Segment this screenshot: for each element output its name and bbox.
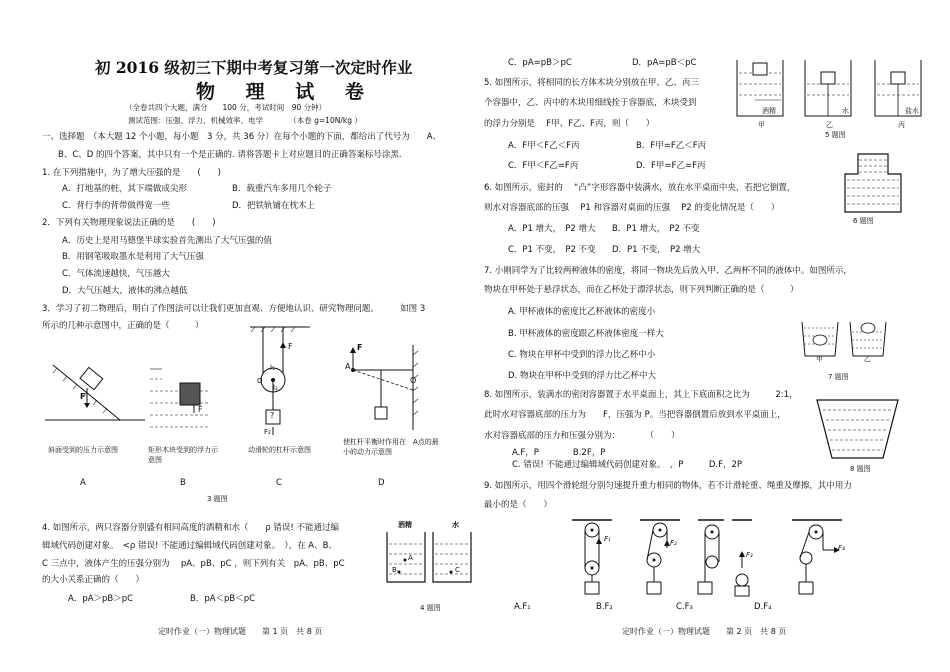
q3-b-force-label: F bbox=[198, 405, 203, 414]
q3-figure-label: 3 题图 bbox=[207, 495, 228, 503]
q4-label-c: C bbox=[455, 566, 460, 574]
q4-option-b: B．pA＜pB＜pC bbox=[190, 594, 256, 604]
q6-line2: 则水对容器底部的压强 P1 和容器对桌面的压强 P2 的变化情况是（ ） bbox=[484, 203, 780, 213]
q1-option-d: D．把铁轨铺在枕木上 bbox=[232, 201, 316, 211]
q3-figure-a-incline bbox=[45, 360, 145, 440]
q5-option-a: A．F甲＜F乙＜F丙 bbox=[508, 141, 580, 151]
q3-letter-c: C bbox=[276, 478, 282, 488]
q3-c-o-label: O bbox=[257, 377, 263, 385]
section-header-line2: B、C、D 的四个答案，其中只有一个是正确的. 请将答题卡上对应题目的正确答案标号涂黑. bbox=[58, 150, 402, 160]
q4-line1: 4. 如图所示，两只容器分别盛有相同高度的酒精和水（ ρ 错误! 不能通过编 bbox=[42, 523, 340, 533]
exam-subtitle: 物 理 试 卷 bbox=[196, 81, 376, 103]
q3-figure-c-pulley bbox=[245, 325, 315, 440]
q1-option-b: B．载重汽车多用几个轮子 bbox=[232, 184, 332, 194]
q4-figure-label: 4 题图 bbox=[420, 604, 441, 612]
q2-option-b: B．用钢笔吸取墨水是利用了大气压强 bbox=[62, 252, 204, 262]
exam-info: （全卷共四个大题，满分 100 分，考试时间 90 分钟） bbox=[125, 103, 327, 112]
q4-label-water: 水 bbox=[452, 521, 459, 529]
q1-option-c: C．背行李的背带做得宽一些 bbox=[62, 201, 170, 211]
q3-figure-b-block-in-water bbox=[150, 365, 215, 440]
q3-line2: 所示的几种示意图中，正确的是（ ） bbox=[42, 321, 204, 331]
q5-figure-label: 5 题图 bbox=[825, 131, 846, 139]
q8-line2: 此时水对容器底部的压力为 F，压强为 P。当把容器倒置后放到水平桌面上， bbox=[484, 410, 786, 420]
q9-a-force-label: F₁ bbox=[604, 535, 611, 543]
q3-caption-c: 动滑轮的杠杆示意图 bbox=[248, 446, 311, 454]
q7-figure-cups bbox=[800, 318, 890, 360]
q3-letter-a: A bbox=[80, 478, 86, 488]
q8-line3: 水对容器底部的压力和压强分别为： （ ） bbox=[484, 431, 680, 441]
q3-d-point-a-label: A bbox=[345, 362, 351, 371]
q3-d-pivot-label: O bbox=[410, 376, 417, 385]
q9-option-b: B.F₂ bbox=[596, 602, 613, 612]
q2-option-a: A．历史上是用马德堡半球实验首先测出了大气压强的值 bbox=[62, 236, 272, 246]
q2-option-c: C．气体流速越快，气压越大 bbox=[62, 269, 170, 279]
q2-option-d: D．大气压越大，液体的沸点越低 bbox=[62, 286, 188, 296]
q7-figure-label: 7 题图 bbox=[828, 373, 849, 381]
q9-line1: 9. 如图所示，用四个滑轮组分别匀速提升重力相同的物体，若不计滑轮重、绳重及摩擦，其中用力 bbox=[484, 481, 852, 491]
exam-scope: 测试范围：压强、浮力、机械效率、电学 （本卷 g=10N/kg ） bbox=[128, 116, 362, 125]
section-header-line1: 一、选择题 （本大题 12 个小题，每小题 3 分，共 36 分）在每个小题的下面，都给出了代号为 A、 bbox=[42, 132, 442, 142]
q6-figure-container bbox=[843, 152, 903, 214]
q3-c-f2-label: F₂ bbox=[264, 428, 271, 436]
q7-line1: 7. 小刚同学为了比较两种液体的密度，将同一物块先后放入甲、乙两杯不同的液体中。如图所示， bbox=[484, 266, 852, 276]
q4-label-a: A bbox=[408, 554, 413, 562]
q8-line1: 8. 如图所示，装满水的密闭容器置于水平桌面上，其上下底面积之比为 2:1， bbox=[484, 390, 798, 400]
q6-option-c: C．P1 不变， P2 不变 bbox=[508, 245, 596, 255]
q1-stem: 1. 在下列措施中，为了增大压强的是 ( ) bbox=[42, 168, 221, 178]
q5-label-bing: 丙 bbox=[898, 121, 905, 129]
q4-line2: 辑域代码创建对象。 <ρ 错误! 不能通过编辑域代码创建对象。 ），在 A、B、 bbox=[42, 541, 337, 551]
q1-option-a: A．打地基的桩，其下端做成尖形 bbox=[62, 184, 187, 194]
q2-stem: 2．下列有关物理现象说法正确的是 ( ) bbox=[42, 218, 216, 228]
q4-line4: 的大小关系正确的（ ） bbox=[42, 575, 145, 585]
q7-label-yi: 乙 bbox=[864, 355, 871, 363]
q3-figure-d-lever bbox=[345, 345, 425, 435]
q4-label-b: B bbox=[392, 566, 397, 574]
q4-label-alcohol: 酒精 bbox=[398, 521, 412, 529]
q7-option-c: C. 物块在甲杯中受到的浮力比乙杯中小 bbox=[508, 350, 656, 360]
q9-option-a: A.F₁ bbox=[514, 602, 531, 612]
q5-label-water: 水 bbox=[842, 107, 849, 115]
q6-line1: 6. 如图所示，密封的 “凸”字形容器中装满水，放在水平桌面中央，若把它倒置， bbox=[484, 183, 796, 193]
q6-figure-label: 6 题图 bbox=[853, 217, 874, 225]
q3-line1: 3．学习了初二物理后，明白了作图法可以让我们更加直观、方便地认识、研究物理问题。 如图 3 bbox=[42, 304, 426, 314]
q5-label-brine: 盐水 bbox=[905, 107, 919, 115]
q9-option-c: C.F₃ bbox=[676, 602, 693, 612]
q3-c-force-label: F bbox=[288, 342, 293, 351]
q3-letter-d: D bbox=[378, 478, 385, 488]
q3-c-l1-label: l₁ bbox=[270, 364, 275, 372]
q7-option-b: B. 甲杯液体的密度跟乙杯液体密度一样大 bbox=[508, 329, 664, 339]
q5-label-alcohol: 酒精 bbox=[762, 107, 776, 115]
q9-figure-pulley-c bbox=[694, 518, 754, 598]
q5-option-d: D．F甲=F乙=F丙 bbox=[636, 161, 706, 171]
q6-option-d: D．P1 不变， P2 增大 bbox=[612, 245, 701, 255]
q9-d-force-label: F₄ bbox=[838, 544, 845, 552]
q3-caption-a: 斜面受到的压力示意图 bbox=[48, 446, 118, 454]
q8-figure-label: 8 题图 bbox=[850, 465, 871, 473]
q5-option-b: B．F甲=F乙＜F丙 bbox=[636, 141, 707, 151]
q8-option-cd: C. 错误! 不能通过编辑域代码创建对象。 ，P D.F，2P bbox=[512, 460, 742, 470]
q7-label-jia: 甲 bbox=[816, 355, 823, 363]
q4-line3: C 三点中，液体产生的压强分别为 pA、pB、pC ，则下列有关 pA、pB、pC bbox=[42, 559, 345, 569]
exam-title: 初 2016 级初三下期中考复习第一次定时作业 bbox=[95, 58, 413, 77]
q4-option-a: A．pA＞pB＞pC bbox=[68, 594, 134, 604]
q5-line1: 5. 如图所示，将相同的长方体木块分别放在甲、乙、丙三 bbox=[484, 78, 699, 88]
q7-option-d: D. 物块在甲杯中受到的浮力比乙杯中大 bbox=[508, 371, 656, 381]
q6-option-b: B．P1 增大， P2 不变 bbox=[612, 224, 700, 234]
right-footer: 定时作业（一）物理试题 第 2 页 共 8 页 bbox=[622, 627, 787, 636]
q6-option-a: A．P1 增大， P2 增大 bbox=[508, 224, 596, 234]
q3-c-question-label: ? bbox=[270, 411, 275, 420]
q5-line2: 个容器中，乙、丙中的木块用细线拴于容器底，木块受到 bbox=[484, 98, 697, 108]
q8-figure-container bbox=[815, 398, 900, 460]
q9-option-d: D.F₄ bbox=[754, 602, 772, 612]
q3-caption-d: 使杠杆平衡时作用在 A点的最小的动力示意图 bbox=[343, 438, 439, 456]
q3-letter-b: B bbox=[180, 478, 186, 488]
q9-figure-pulley-b bbox=[636, 518, 684, 598]
q9-c-force-label: F₃ bbox=[746, 551, 753, 559]
q5-label-yi: 乙 bbox=[826, 121, 833, 129]
q9-line2: 最小的是（ ） bbox=[484, 500, 553, 510]
q9-figure-pulley-d bbox=[788, 518, 848, 598]
q5-option-c: C．F甲＜F乙=F丙 bbox=[508, 161, 579, 171]
q3-d-force-label: F bbox=[357, 343, 363, 352]
q4-option-d: D．pA=pB＜pC bbox=[632, 58, 697, 68]
q9-figure-pulley-a bbox=[568, 518, 616, 598]
q3-a-force-label: F bbox=[80, 392, 86, 401]
q7-option-a: A. 甲杯液体的密度比乙杯液体的密度小 bbox=[508, 307, 656, 317]
q9-b-force-label: F₂ bbox=[670, 539, 677, 547]
q7-line2: 物块在甲杯处于悬浮状态，而在乙杯处于漂浮状态，则下列判断正确的是（ ） bbox=[484, 285, 799, 295]
q4-option-c: C．pA=pB＞pC bbox=[508, 58, 572, 68]
q3-caption-b: 矩形木块受到的浮力示意图 bbox=[148, 446, 218, 464]
q3-c-l2-label: l₂ bbox=[273, 384, 278, 392]
q5-line3: 的浮力分别是 F甲、F乙、F丙，则（ ） bbox=[484, 119, 655, 129]
left-footer: 定时作业（一）物理试题 第 1 页 共 8 页 bbox=[158, 627, 323, 636]
q5-label-jia: 甲 bbox=[758, 121, 765, 129]
q8-option-ab: A.F，P B.2F，P bbox=[512, 448, 606, 458]
